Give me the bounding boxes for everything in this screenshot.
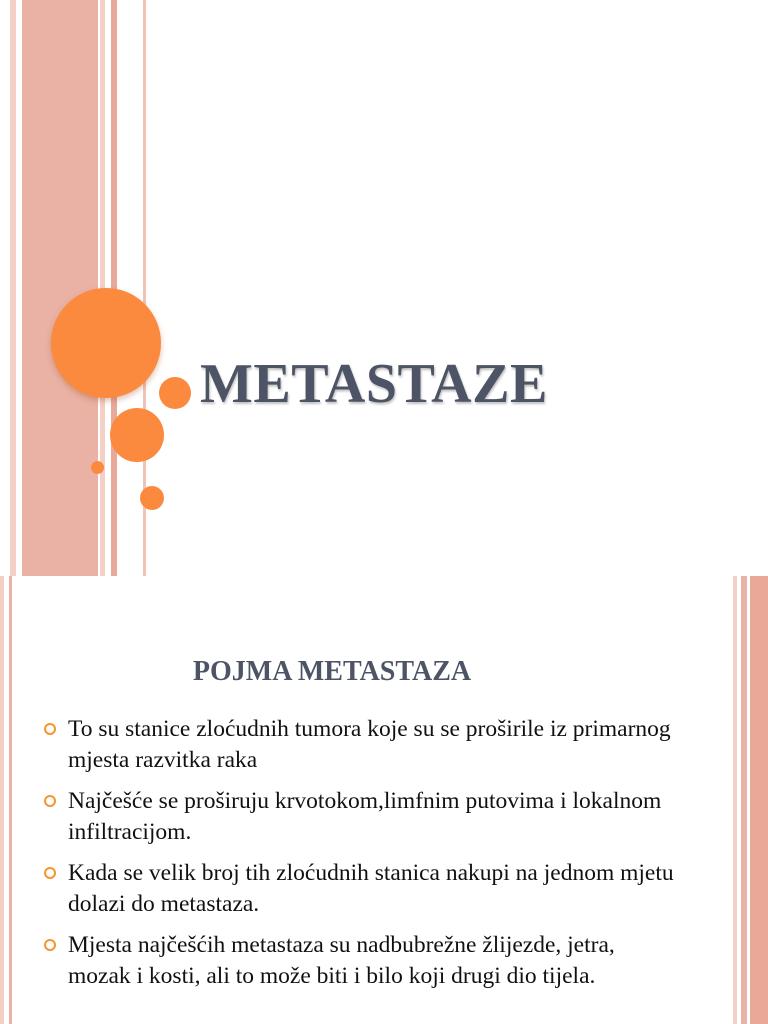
orange-ring-bullet-icon xyxy=(44,939,56,951)
bullet-text: Kada se velik broj tih zloćudnih stanica nakupi na jednom mjetu dolazi do metastaza. xyxy=(68,860,674,917)
small-circle-icon xyxy=(140,486,164,510)
tiny-circle-icon xyxy=(91,461,104,474)
bullet-list xyxy=(40,714,680,1002)
bullet-text: To su stanice zloćudnih tumora koje su se proširile iz primarnog mjesta razvitka raka xyxy=(68,716,671,773)
bullet-text: Najčešće se proširuju krvotokom,limfnim putovima i lokalnom infiltracijom. xyxy=(68,788,662,845)
list-item xyxy=(40,930,680,992)
slide-title: METASTAZE xyxy=(200,353,548,415)
orange-ring-bullet-icon xyxy=(44,867,56,879)
slide-heading: POJMA METASTAZA xyxy=(192,656,472,687)
list-item xyxy=(40,714,680,776)
medium-circle-icon xyxy=(110,408,164,462)
orange-ring-bullet-icon xyxy=(44,723,56,735)
content-slide xyxy=(0,576,768,1024)
orange-ring-bullet-icon xyxy=(44,795,56,807)
bullet-text: Mjesta najčešćih metastaza su nadbubrežne žlijezde, jetra, mozak i kosti, ali to može biti i bilo koji drugi dio tijela. xyxy=(68,932,615,989)
small-circle-icon xyxy=(159,377,191,409)
large-circle-icon xyxy=(51,288,161,398)
list-item xyxy=(40,858,680,920)
list-item xyxy=(40,786,680,848)
